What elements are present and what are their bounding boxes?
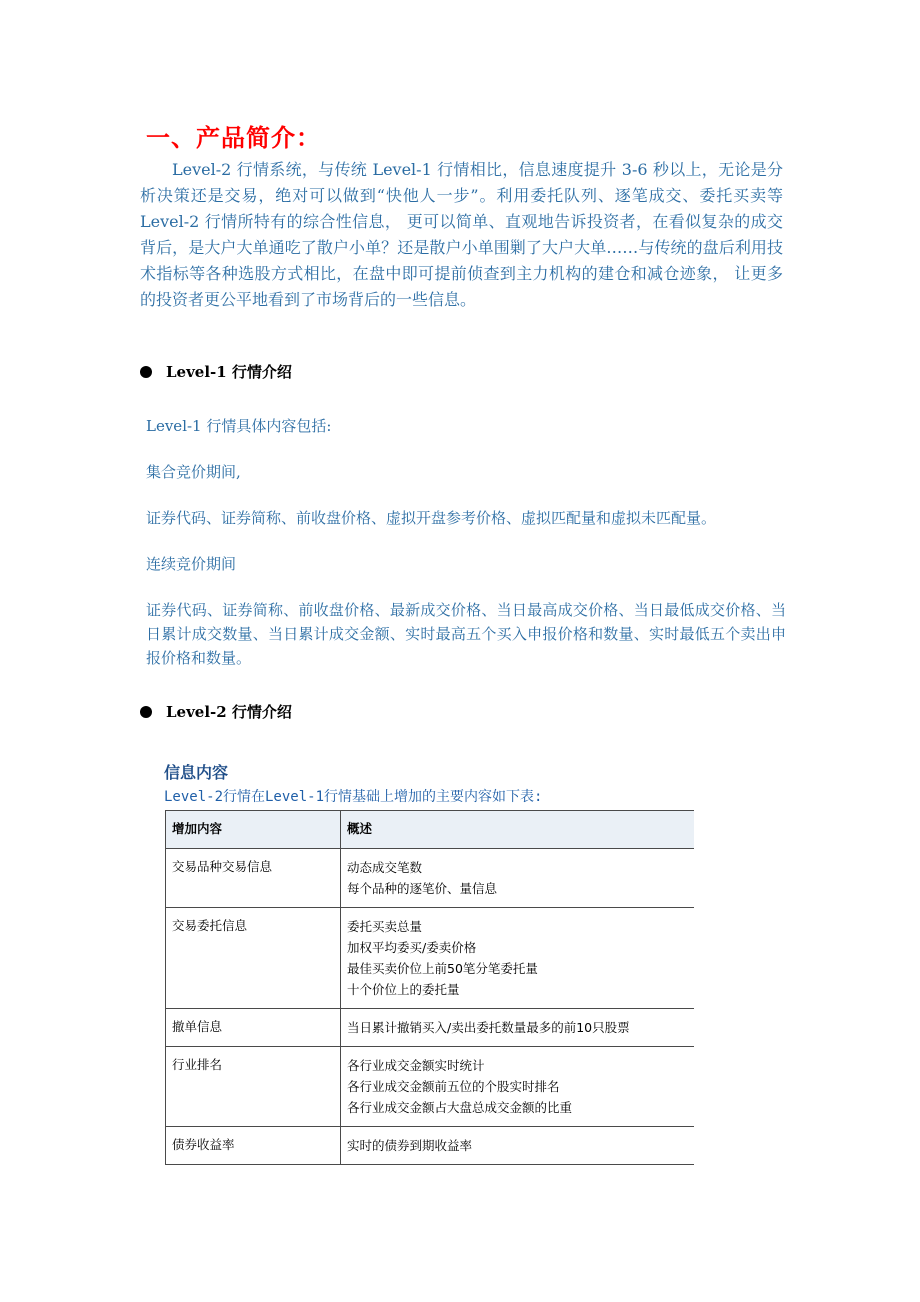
row-description	[341, 849, 695, 908]
description-line: 最佳买卖价位上前50笔分笔委托量	[347, 961, 538, 976]
table-row	[166, 1127, 695, 1165]
continuous-title: 连续竞价期间	[146, 555, 237, 573]
level2-heading-text: Level-2 行情介绍	[166, 703, 292, 721]
description-line: 当日累计撤销买入/卖出委托数量最多的前10只股票	[347, 1020, 630, 1035]
row-item: 撤单信息	[166, 1009, 341, 1047]
row-item: 交易品种交易信息	[166, 849, 341, 908]
row-item: 交易委托信息	[166, 908, 341, 1009]
level2-table	[165, 810, 694, 1165]
continuous-content: 证券代码、证券简称、前收盘价格、最新成交价格、当日最高成交价格、当日最低成交价格、当日累计成交数量、当日累计成交金额、实时最高五个买入申报价格和数量、实时最低五个卖出申报价格和数量。	[146, 601, 786, 667]
bullet-icon	[140, 366, 152, 378]
row-item: 行业排名	[166, 1047, 341, 1127]
auction-content: 证券代码、证券简称、前收盘价格、虚拟开盘参考价格、虚拟匹配量和虚拟未匹配量。	[146, 509, 717, 527]
info-title: 信息内容	[164, 763, 229, 782]
description-line: 各行业成交金额前五位的个股实时排名	[347, 1079, 560, 1094]
description-line: 加权平均委买/委卖价格	[347, 940, 477, 955]
row-description	[341, 1047, 695, 1127]
level1-heading	[140, 361, 292, 382]
auction-title: 集合竞价期间,	[146, 463, 241, 481]
description-line: 动态成交笔数	[347, 860, 423, 875]
level1-heading-text: Level-1 行情介绍	[166, 363, 292, 381]
table-caption: Level-2行情在Level-1行情基础上增加的主要内容如下表:	[164, 789, 543, 805]
description-line: 各行业成交金额占大盘总成交金额的比重	[347, 1100, 573, 1115]
row-description	[341, 1009, 695, 1047]
table-row	[166, 1009, 695, 1047]
bullet-icon	[140, 706, 152, 718]
level2-heading	[140, 701, 292, 722]
section-title: 一、产品简介：	[146, 123, 321, 152]
table-header-row	[166, 811, 695, 849]
description-line: 各行业成交金额实时统计	[347, 1058, 485, 1073]
row-description	[341, 1127, 695, 1165]
description-line: 十个价位上的委托量	[347, 982, 460, 997]
level1-lead: Level-1 行情具体内容包括:	[146, 417, 332, 435]
description-line: 委托买卖总量	[347, 919, 423, 934]
description-line: 实时的债券到期收益率	[347, 1138, 473, 1153]
header-added-content: 增加内容	[166, 811, 341, 849]
table-row	[166, 908, 695, 1009]
header-description: 概述	[341, 811, 695, 849]
table-row	[166, 1047, 695, 1127]
row-description	[341, 908, 695, 1009]
table-row	[166, 849, 695, 908]
intro-paragraph: Level-2 行情系统，与传统 Level-1 行情相比，信息速度提升 3-6 秒以上，无论是分析决策还是交易，绝对可以做到“快他人一步”。利用委托队列、逐笔成交、委托买卖等 Level-2 行情所特有的综合性信息， 更可以简单、直观地告诉投资者，在看似复杂的成交背后，是大户大单通吃了散户小单？还是散户小单围剿了大户大单……与传统的盘后利用技术指标等各种选股方式相比，在盘中即可提前侦查到主力机构的建仓和减仓迹象， 让更多的投资者更公平地看到了市场背后的一些信息。	[140, 160, 783, 309]
row-item: 债券收益率	[166, 1127, 341, 1165]
description-line: 每个品种的逐笔价、量信息	[347, 881, 498, 896]
